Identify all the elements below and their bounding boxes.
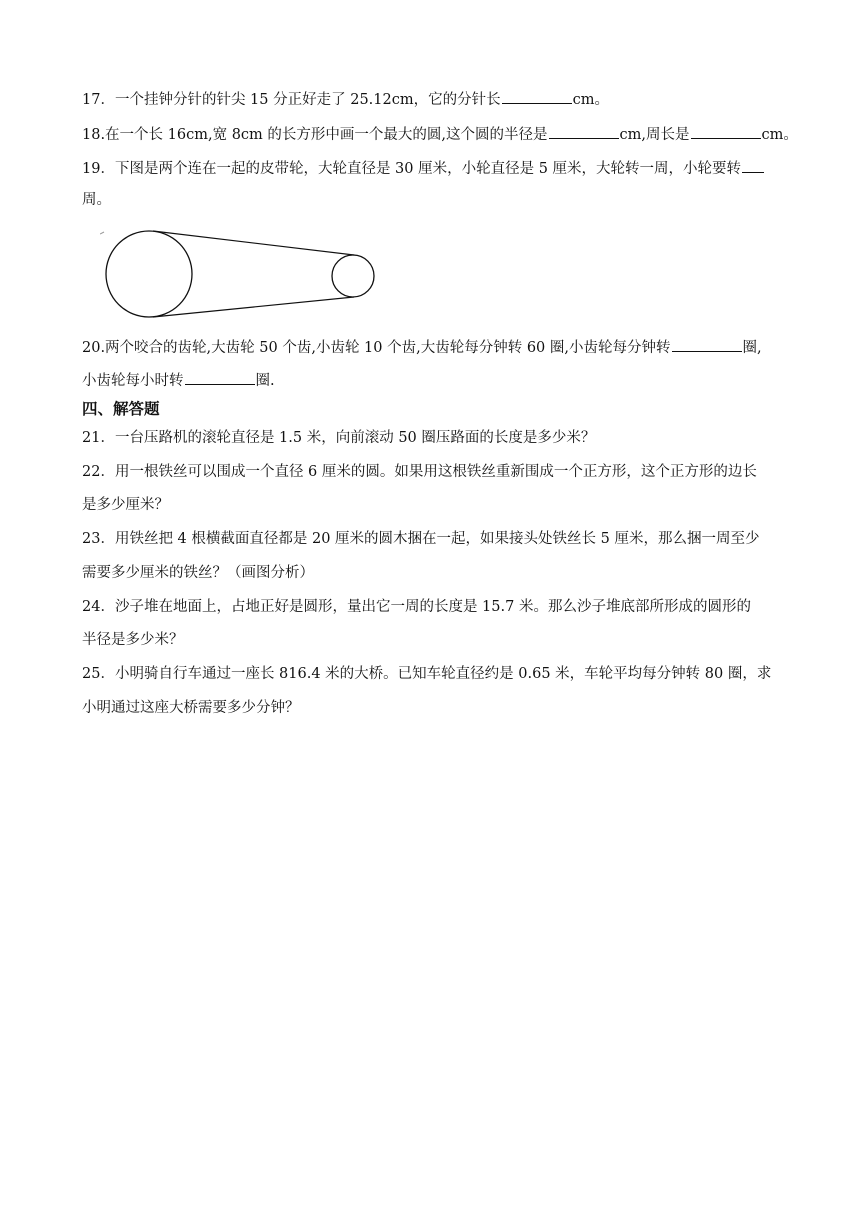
answer-blank (549, 124, 619, 139)
answer-blank (185, 370, 255, 385)
answer-blank (672, 337, 742, 352)
question-17: 17．一个挂钟分针的针尖 15 分正好走了 25.12cm，它的分针长 cm。 (82, 89, 822, 110)
stray-mark (100, 232, 104, 234)
question-18: 18.在一个长 16cm,宽 8cm 的长方形中画一个最大的圆,这个圆的半径是 cm,周长是 cm。 (82, 124, 822, 145)
question-24-cont: 半径是多少米？ (82, 632, 184, 648)
small-pulley (332, 255, 374, 297)
answer-blank (742, 158, 764, 173)
question-23-cont: 需要多少厘米的铁丝？（画图分析） (82, 565, 314, 581)
question-20: 20.两个咬合的齿轮,大齿轮 50 个齿,小齿轮 10 个齿,大齿轮每分钟转 60 圈,小齿轮每分钟转 圈, (82, 337, 822, 358)
question-24: 24．沙子堆在地面上，占地正好是圆形，量出它一周的长度是 15.7 米。那么沙子堆底部所形成的圆形的 (82, 599, 751, 615)
question-22: 22．用一根铁丝可以围成一个直径 6 厘米的圆。如果用这根铁丝重新围成一个正方形，这个正方形的边长 (82, 464, 757, 480)
question-19-cont: 周。 (82, 192, 111, 208)
belt-top (153, 231, 354, 255)
question-20-cont: 小齿轮每小时转 圈. (82, 370, 822, 391)
answer-blank (502, 89, 572, 104)
question-25: 25．小明骑自行车通过一座长 816.4 米的大桥。已知车轮直径约是 0.65 米，车轮平均每分钟转 80 圈，求 (82, 666, 772, 682)
question-22-cont: 是多少厘米？ (82, 497, 169, 513)
question-21: 21．一台压路机的滚轮直径是 1.5 米，向前滚动 50 圈压路面的长度是多少米？ (82, 430, 596, 446)
large-pulley (106, 231, 192, 317)
section-title: 四、解答题 (82, 400, 160, 418)
pulley-diagram (100, 222, 380, 322)
answer-blank (691, 124, 761, 139)
question-23: 23．用铁丝把 4 根横截面直径都是 20 厘米的圆木捆在一起，如果接头处铁丝长 5 厘米，那么捆一周至少 (82, 531, 760, 547)
question-19: 19．下图是两个连在一起的皮带轮，大轮直径是 30 厘米，小轮直径是 5 厘米，大轮转一周，小轮要转 (82, 158, 822, 179)
question-25-cont: 小明通过这座大桥需要多少分钟？ (82, 700, 300, 716)
